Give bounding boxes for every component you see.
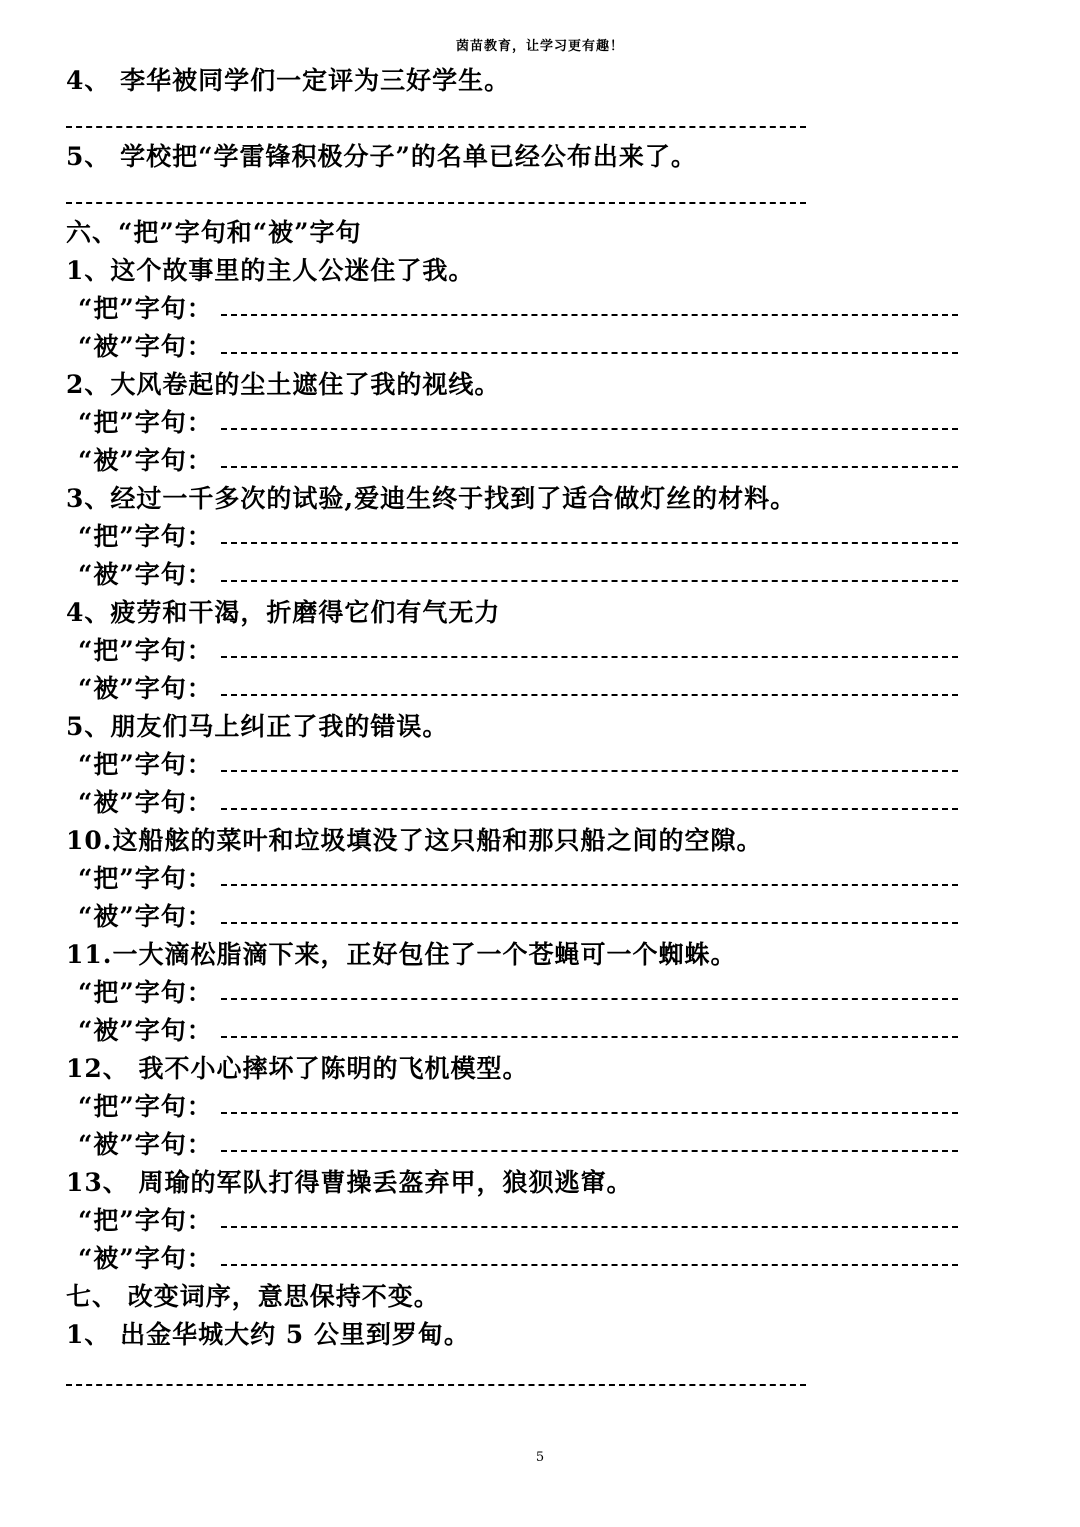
question-text: 5、朋友们马上纠正了我的错误。 (66, 712, 449, 741)
question-text: 12、 我不小心摔坏了陈明的飞机模型。 (66, 1054, 529, 1083)
page-header: 茵苗教育，让学习更有趣！ (455, 39, 624, 54)
ba-sentence-label: “把”字句： (78, 522, 213, 551)
bei-sentence-row (66, 1012, 996, 1050)
bei-sentence-label: “被”字句： (78, 446, 213, 475)
question-text: 4、疲劳和干渴，折磨得它们有气无力 (66, 598, 501, 627)
ba-sentence-label: “把”字句： (78, 636, 213, 665)
ba-sentence-row (66, 974, 996, 1012)
bei-sentence-row (66, 784, 996, 822)
bei-sentence-blank[interactable] (221, 694, 958, 696)
ba-sentence-row (66, 1088, 996, 1126)
ba-sentence-blank[interactable] (221, 998, 958, 1000)
ba-sentence-label: “把”字句： (78, 864, 213, 893)
bei-sentence-blank[interactable] (221, 1150, 958, 1152)
section-6-items (66, 252, 996, 1278)
ba-sentence-row (66, 518, 996, 556)
bei-sentence-label: “被”字句： (78, 1016, 213, 1045)
answer-blank[interactable] (66, 1358, 996, 1396)
section-title: 六、“把”字句和“被”字句 (66, 218, 362, 247)
ba-sentence-label: “把”字句： (78, 408, 213, 437)
bei-sentence-row (66, 1240, 996, 1278)
ba-sentence-row (66, 290, 996, 328)
question-text: 2、大风卷起的尘土遮住了我的视线。 (66, 370, 501, 399)
bei-sentence-label: “被”字句： (78, 332, 213, 361)
page-number: 5 (535, 1450, 545, 1465)
question-text: 13、 周瑜的军队打得曹操丢盔弃甲，狼狈逃窜。 (66, 1168, 633, 1197)
bei-sentence-label: “被”字句： (78, 674, 213, 703)
question-text: 1、这个故事里的主人公迷住了我。 (66, 256, 475, 285)
ba-sentence-blank[interactable] (221, 1112, 958, 1114)
question-text: 10.这船舷的菜叶和垃圾填没了这只船和那只船之间的空隙。 (66, 826, 763, 855)
bei-sentence-row (66, 898, 996, 936)
answer-blank[interactable] (66, 100, 996, 138)
bei-sentence-blank[interactable] (221, 1036, 958, 1038)
bei-sentence-row (66, 1126, 996, 1164)
ba-sentence-label: “把”字句： (78, 978, 213, 1007)
ba-sentence-blank[interactable] (221, 1226, 958, 1228)
question-text: 3、经过一千多次的试验,爱迪生终于找到了适合做灯丝的材料。 (66, 484, 797, 513)
answer-blank[interactable] (66, 176, 996, 214)
ba-sentence-label: “把”字句： (78, 750, 213, 779)
question-text: 4、 李华被同学们一定评为三好学生。 (66, 66, 511, 95)
bei-sentence-blank[interactable] (221, 808, 958, 810)
ba-sentence-label: “把”字句： (78, 1092, 213, 1121)
ba-sentence-blank[interactable] (221, 314, 958, 316)
bei-sentence-row (66, 442, 996, 480)
bei-sentence-blank[interactable] (221, 580, 958, 582)
ba-sentence-blank[interactable] (221, 884, 958, 886)
section-title: 七、 改变词序，意思保持不变。 (66, 1282, 440, 1311)
bei-sentence-label: “被”字句： (78, 1130, 213, 1159)
ba-sentence-row (66, 1202, 996, 1240)
bei-sentence-blank[interactable] (221, 352, 958, 354)
ba-sentence-blank[interactable] (221, 656, 958, 658)
worksheet-content (66, 62, 996, 1396)
ba-sentence-blank[interactable] (221, 542, 958, 544)
bei-sentence-label: “被”字句： (78, 788, 213, 817)
ba-sentence-label: “把”字句： (78, 1206, 213, 1235)
ba-sentence-label: “把”字句： (78, 294, 213, 323)
bei-sentence-blank[interactable] (221, 466, 958, 468)
bei-sentence-blank[interactable] (221, 1264, 958, 1266)
bei-sentence-label: “被”字句： (78, 560, 213, 589)
ba-sentence-row (66, 404, 996, 442)
ba-sentence-blank[interactable] (221, 770, 958, 772)
ba-sentence-row (66, 746, 996, 784)
bei-sentence-label: “被”字句： (78, 902, 213, 931)
bei-sentence-row (66, 556, 996, 594)
ba-sentence-row (66, 860, 996, 898)
question-text: 5、 学校把“学雷锋积极分子”的名单已经公布出来了。 (66, 142, 697, 171)
bei-sentence-blank[interactable] (221, 922, 958, 924)
bei-sentence-row (66, 670, 996, 708)
question-text: 1、 出金华城大约 5 公里到罗甸。 (66, 1320, 470, 1349)
ba-sentence-blank[interactable] (221, 428, 958, 430)
bei-sentence-label: “被”字句： (78, 1244, 213, 1273)
ba-sentence-row (66, 632, 996, 670)
bei-sentence-row (66, 328, 996, 366)
question-text: 11.一大滴松脂滴下来，正好包住了一个苍蝇可一个蜘蛛。 (66, 940, 737, 969)
